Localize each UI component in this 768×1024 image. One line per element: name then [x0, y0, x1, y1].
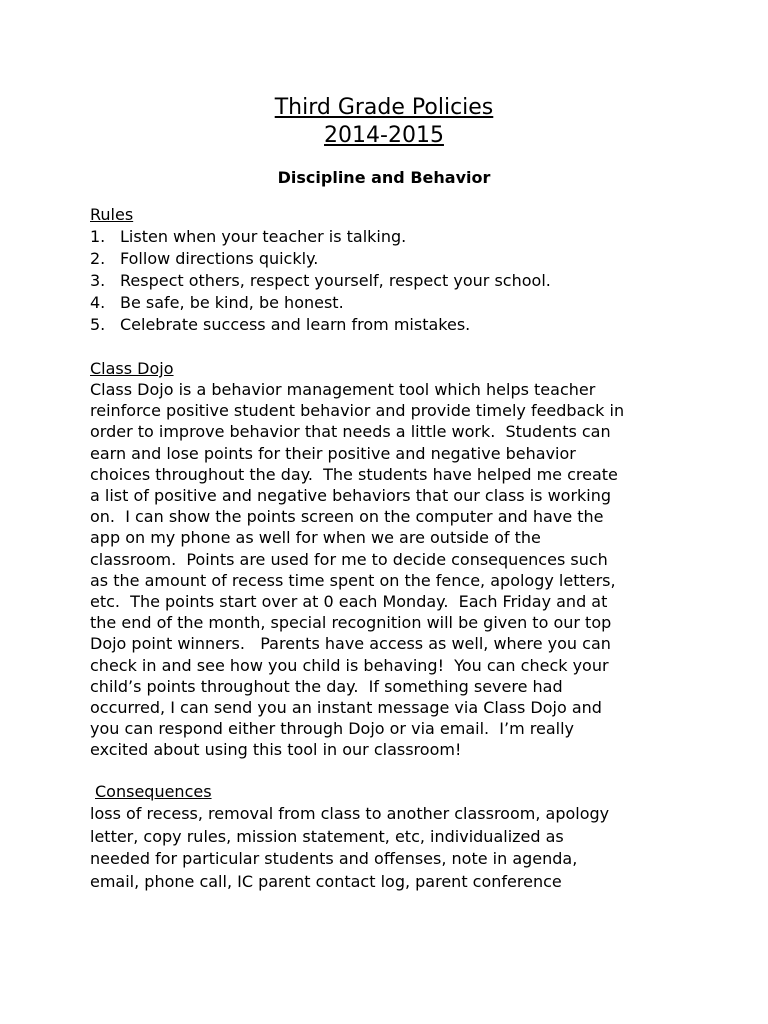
paragraph-line: occurred, I can send you an instant message via Class Dojo and — [90, 698, 602, 718]
rules-list — [90, 226, 730, 336]
paragraph-line: you can respond either through Dojo or via email. I’m really — [90, 719, 574, 739]
rule-item — [90, 314, 730, 336]
rule-text: Listen when your teacher is talking. — [120, 227, 407, 246]
rule-item — [90, 226, 730, 248]
rule-text: Celebrate success and learn from mistakes. — [120, 315, 471, 334]
paragraph-line: etc. The points start over at 0 each Monday. Each Friday and at — [90, 592, 608, 612]
paragraph-line: as the amount of recess time spent on the fence, apology letters, — [90, 570, 616, 590]
document-school-year: 2014-2015 — [324, 123, 444, 148]
paragraph-line: reinforce positive student behavior and provide timely feedback in — [90, 401, 625, 421]
paragraph-line: Dojo point winners. Parents have access as well, where you can — [90, 634, 611, 654]
rule-item — [90, 248, 730, 270]
rule-number: 4. — [90, 293, 106, 312]
rule-text: Follow directions quickly. — [120, 249, 319, 268]
rule-text: Be safe, be kind, be honest. — [120, 293, 344, 312]
paragraph-line: email, phone call, IC parent contact log, parent conference — [90, 871, 562, 891]
rule-item — [90, 270, 730, 292]
document-title: Third Grade Policies — [274, 95, 494, 120]
consequences-paragraph — [90, 803, 730, 893]
paragraph-line: classroom. Points are used for me to decide consequences such — [90, 549, 608, 569]
consequences-heading: Consequences — [95, 782, 212, 801]
paragraph-line: excited about using this tool in our classroom! — [90, 740, 462, 760]
rule-text: Respect others, respect yourself, respect your school. — [120, 271, 551, 290]
paragraph-line: letter, copy rules, mission statement, etc, individualized as — [90, 826, 564, 846]
paragraph-line: order to improve behavior that needs a little work. Students can — [90, 422, 611, 442]
class-dojo-heading: Class Dojo — [90, 359, 174, 378]
rule-number: 5. — [90, 315, 106, 334]
paragraph-line: needed for particular students and offenses, note in agenda, — [90, 849, 578, 868]
paragraph-line: child’s points throughout the day. If something severe had — [90, 676, 563, 696]
rules-section — [90, 204, 730, 336]
paragraph-line: choices throughout the day. The students have helped me create — [90, 464, 618, 484]
paragraph-line: the end of the month, special recognition will be given to our top — [90, 613, 612, 633]
paragraph-line: check in and see how you child is behaving! You can check your — [90, 655, 609, 675]
paragraph-line: on. I can show the points screen on the computer and have the — [90, 507, 604, 527]
rule-number: 2. — [90, 249, 106, 268]
paragraph-line: Class Dojo is a behavior management tool which helps teacher — [90, 380, 596, 399]
paragraph-line: app on my phone as well for when we are outside of the — [90, 528, 541, 548]
rule-number: 1. — [90, 227, 106, 246]
paragraph-line: a list of positive and negative behaviors that our class is working — [90, 486, 612, 506]
consequences-section — [90, 781, 730, 893]
section-subtitle: Discipline and Behavior — [277, 168, 491, 187]
class-dojo-section — [90, 358, 730, 761]
rule-number: 3. — [90, 271, 106, 290]
paragraph-line: loss of recess, removal from class to another classroom, apology — [90, 804, 610, 823]
rule-item — [90, 292, 730, 314]
class-dojo-paragraph — [90, 379, 730, 761]
rules-heading: Rules — [90, 205, 134, 224]
paragraph-line: earn and lose points for their positive and negative behavior — [90, 443, 576, 463]
